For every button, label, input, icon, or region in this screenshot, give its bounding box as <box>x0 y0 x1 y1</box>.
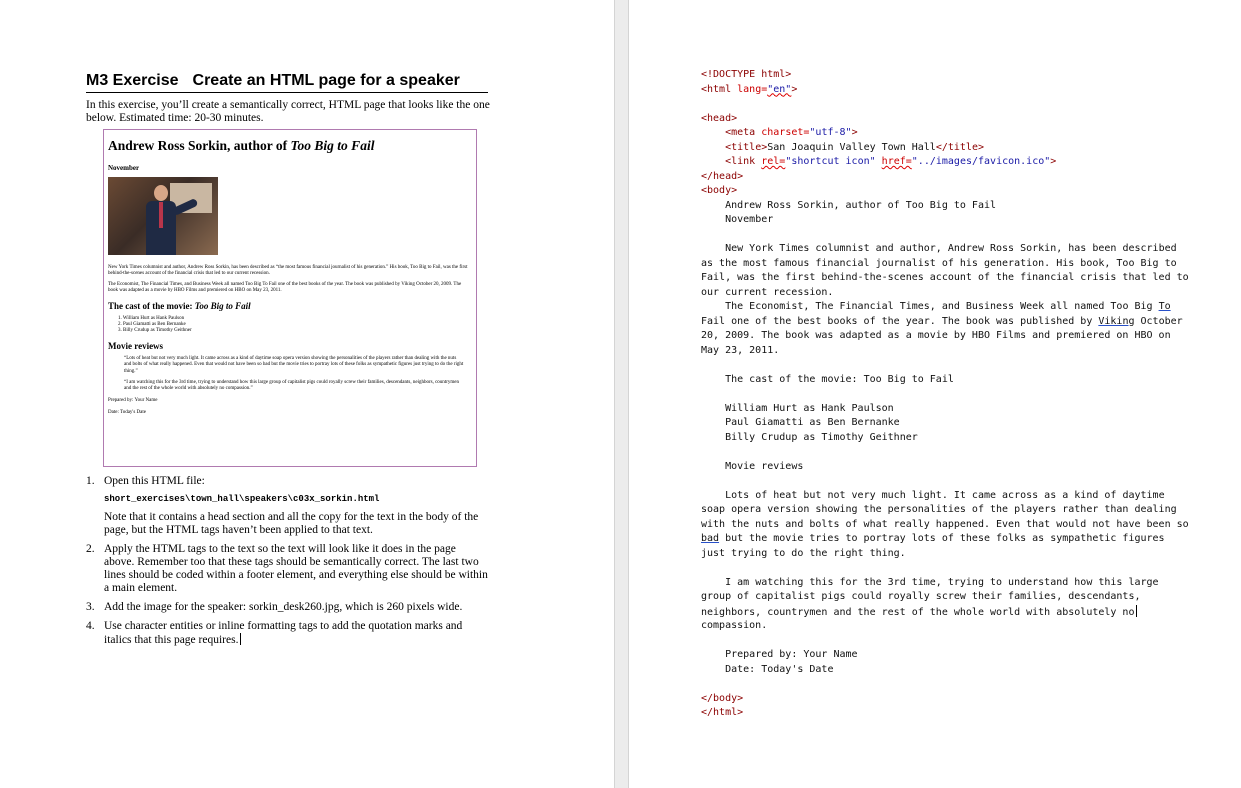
preview-heading <box>108 138 472 154</box>
preview-heading-italic: Too Big to Fail <box>290 138 375 153</box>
code-line <box>701 402 1201 417</box>
code-line <box>701 692 1201 707</box>
code-text: May 23, 2011. <box>701 344 780 356</box>
step-item <box>86 543 488 595</box>
code-text: with the nuts and bolts of what really happened. Even that would not have been so <box>701 518 1189 530</box>
code-value: "../images/favicon.ico" <box>911 156 1051 167</box>
code-line <box>701 474 1201 489</box>
code-value: "shortcut icon" <box>785 156 876 167</box>
code-line <box>701 170 1201 185</box>
step-text: Open this HTML file: <box>104 475 205 487</box>
code-text: I am watching this for the 3rd time, trying to understand how this large <box>725 576 1159 588</box>
preview-cast-heading <box>108 301 472 311</box>
code-listing[interactable] <box>701 68 1201 721</box>
code-text: compassion. <box>701 620 768 631</box>
code-text: William Hurt as Hank Paulson <box>725 402 894 414</box>
code-text: To <box>1158 301 1171 312</box>
code-text: 20, 2009. The book was adapted as a movie by HBO Films and premiered on HBO on <box>701 330 1171 341</box>
code-line <box>701 518 1201 533</box>
code-line <box>701 184 1201 199</box>
code-text: as the most famous financial journalist of his generation. His book, Too Big to <box>701 257 1177 269</box>
step-note: Note that it contains a head section and all the copy for the text in the body of the page, but the HTML tags haven’t been applied to that text. <box>104 511 479 536</box>
code-line <box>701 460 1201 475</box>
step-file-path: short_exercises\town_hall\speakers\c03x_sorkin.html <box>104 494 380 504</box>
exercise-label: M3 Exercise <box>86 72 179 89</box>
code-text: bad <box>701 533 720 544</box>
code-text: November <box>725 214 774 225</box>
code-line <box>701 199 1201 214</box>
code-line <box>701 228 1201 243</box>
code-text: Date: Today's Date <box>725 663 834 675</box>
code-text: but the movie tries to portray lots of these folks as sympathetic figures <box>719 533 1165 544</box>
preview-cast-heading-text: The cast of the movie: <box>108 300 193 311</box>
exercise-title <box>86 72 488 93</box>
code-text: October <box>1134 315 1183 327</box>
code-text: group of capitalist pigs could royally screw their families, descendants, <box>701 591 1141 602</box>
code-line <box>701 271 1201 286</box>
photo-person <box>146 185 176 255</box>
code-line <box>701 706 1201 721</box>
code-attr: lang= <box>737 83 768 95</box>
step-item <box>86 601 488 614</box>
code-text: soap opera version showing the personalities of the players rather than dealing <box>701 504 1177 515</box>
code-tag: <body> <box>701 185 738 196</box>
code-line <box>701 257 1201 272</box>
code-tag: <link <box>725 156 756 167</box>
step-text <box>104 620 488 647</box>
step-number: 2. <box>86 543 95 555</box>
code-line <box>701 300 1201 315</box>
preview-month: November <box>108 164 140 172</box>
preview-review-1: “Lots of heat but not very much light. It came across as a kind of daytime soap opera version showing the personalities of the players rather than dealing with the nuts and bolts of what really happened. Even that would not have been so bad but the movie tries to portray lots of these folks as sympathetic figures just trying to do the right thing.” <box>124 355 464 374</box>
code-line <box>701 358 1201 373</box>
step-item <box>86 475 488 537</box>
list-item: 1. William Hurt as Hank Paulson <box>118 315 185 321</box>
code-text: Andrew Ross Sorkin, author of Too Big to Fail <box>725 199 997 211</box>
code-tag: > <box>1050 156 1057 167</box>
code-line <box>701 126 1201 141</box>
code-line <box>701 155 1201 170</box>
code-line <box>701 605 1201 620</box>
list-item: 3. Billy Crudup as Timothy Geithner <box>118 328 192 334</box>
code-line <box>701 677 1201 692</box>
code-value: "utf-8" <box>809 127 852 138</box>
step-number: 4. <box>86 620 95 632</box>
step-text: Add the image for the speaker: sorkin_desk260.jpg, which is 260 pixels wide. <box>104 601 463 613</box>
list-item: 2. Paul Giamatti as Ben Bernanke <box>118 322 186 328</box>
preview-heading-text: Andrew Ross Sorkin, author of <box>108 138 288 153</box>
preview-review-2: “I am watching this for the 3rd time, trying to understand how this large group of capitalist pigs could royally screw their families, descendants, neighbors, countrymen and the rest of the whole world with absolutely no compassion.” <box>124 380 459 392</box>
code-attr: charset= <box>761 127 810 138</box>
code-text: Fail one of the best books of the year. The book was published by <box>701 315 1099 327</box>
code-line <box>701 315 1201 330</box>
code-line <box>701 112 1201 127</box>
photo-head <box>154 185 168 201</box>
code-text: Viking <box>1098 315 1135 327</box>
code-line <box>701 576 1201 591</box>
code-doctype: <!DOCTYPE html> <box>701 69 792 80</box>
code-tag: <meta <box>725 127 756 138</box>
code-tag: </title> <box>935 141 984 153</box>
preview-reviews-heading: Movie reviews <box>108 340 164 351</box>
code-text: The cast of the movie: Too Big to Fail <box>725 373 954 385</box>
step-text-content: Use character entities or inline formatting tags to add the quotation marks and italics that this page requires. <box>104 620 463 646</box>
code-tag: <html <box>701 83 732 95</box>
code-line <box>701 286 1201 301</box>
code-line <box>701 663 1201 678</box>
code-tag: </html> <box>701 707 744 718</box>
text-cursor <box>1136 605 1137 617</box>
code-line <box>701 619 1201 634</box>
preview-cast-heading-italic: Too Big to Fail <box>194 300 251 311</box>
code-line <box>701 503 1201 518</box>
step-item <box>86 620 488 647</box>
code-line <box>701 431 1201 446</box>
step-text: Apply the HTML tags to the text so the text will look like it does in the page above. Remember too that these tags should be semantically correct. The last two lines should be coded within a footer element, and everything else should be within a main element. <box>104 543 488 594</box>
code-attr: href= <box>881 156 912 167</box>
code-tag: </head> <box>701 170 744 182</box>
code-line <box>701 590 1201 605</box>
code-line <box>701 532 1201 547</box>
code-value: "en" <box>767 83 792 95</box>
code-line <box>701 141 1201 156</box>
code-attr: rel= <box>761 156 786 167</box>
code-text: Prepared by: Your Name <box>725 649 858 660</box>
preview-para-1: New York Times columnist and author, Andrew Ross Sorkin, has been described as “the most famous financial journalist of his generation.” His book, Too Big to Fail, was the first behind-the-scenes account of the financial crisis that led to our current recession. <box>108 265 468 277</box>
code-tag: > <box>851 127 858 138</box>
code-line <box>701 387 1201 402</box>
code-line <box>701 213 1201 228</box>
photo-tie <box>159 202 163 228</box>
code-line <box>701 648 1201 663</box>
code-text: Paul Giamatti as Ben Bernanke <box>725 417 900 428</box>
code-text: Billy Crudup as Timothy Geithner <box>725 431 918 443</box>
preview-prepared: Prepared by: Your Name <box>108 397 158 403</box>
text-cursor <box>240 633 241 645</box>
code-text: Lots of heat but not very much light. It came across as a kind of daytime <box>725 489 1165 501</box>
preview-cast-list <box>108 316 472 335</box>
code-line <box>701 97 1201 112</box>
code-line <box>701 68 1201 83</box>
code-tag: <head> <box>701 112 738 124</box>
preview-para-2: The Economist, The Financial Times, and Business Week all named Too Big To Fail one of the best books of the year. The book was published by Viking October 20, 2009. The book was adapted as a movie by HBO Films and premiered on HBO on May 23, 2011. <box>108 281 462 294</box>
code-line <box>701 547 1201 562</box>
code-line <box>701 416 1201 431</box>
code-line <box>701 373 1201 388</box>
code-text: our current recession. <box>701 286 834 298</box>
page-divider <box>614 0 629 788</box>
code-text: Movie reviews <box>725 460 804 472</box>
page-preview <box>103 129 477 467</box>
exercise-heading: Create an HTML page for a speaker <box>192 72 460 89</box>
code-text: New York Times columnist and author, Andrew Ross Sorkin, has been described <box>725 243 1177 254</box>
code-text: San Joaquin Valley Town Hall <box>767 141 936 153</box>
code-text: Fail, was the first behind-the-scenes account of the financial crisis that led to <box>701 272 1189 283</box>
code-tag: > <box>791 83 798 95</box>
preview-date: Date: Today's Date <box>108 410 146 416</box>
code-text: The Economist, The Financial Times, and Business Week all named Too Big <box>725 301 1159 312</box>
code-text: just trying to do the right thing. <box>701 547 906 559</box>
code-line <box>701 561 1201 576</box>
code-tag: </body> <box>701 692 744 704</box>
code-tag: <title> <box>725 141 768 153</box>
code-line <box>701 83 1201 98</box>
code-line <box>701 329 1201 344</box>
step-number: 3. <box>86 601 95 613</box>
code-line <box>701 344 1201 359</box>
exercise-intro: In this exercise, you’ll create a semantically correct, HTML page that looks like the one below. Estimated time: 20-30 minutes. <box>86 99 490 124</box>
code-text: neighbors, countrymen and the rest of the whole world with absolutely no <box>701 606 1135 618</box>
code-line <box>701 242 1201 257</box>
step-number: 1. <box>86 475 95 487</box>
code-line <box>701 634 1201 649</box>
steps-list <box>86 475 488 653</box>
code-line <box>701 445 1201 460</box>
code-line <box>701 489 1201 504</box>
speaker-photo <box>108 177 218 255</box>
